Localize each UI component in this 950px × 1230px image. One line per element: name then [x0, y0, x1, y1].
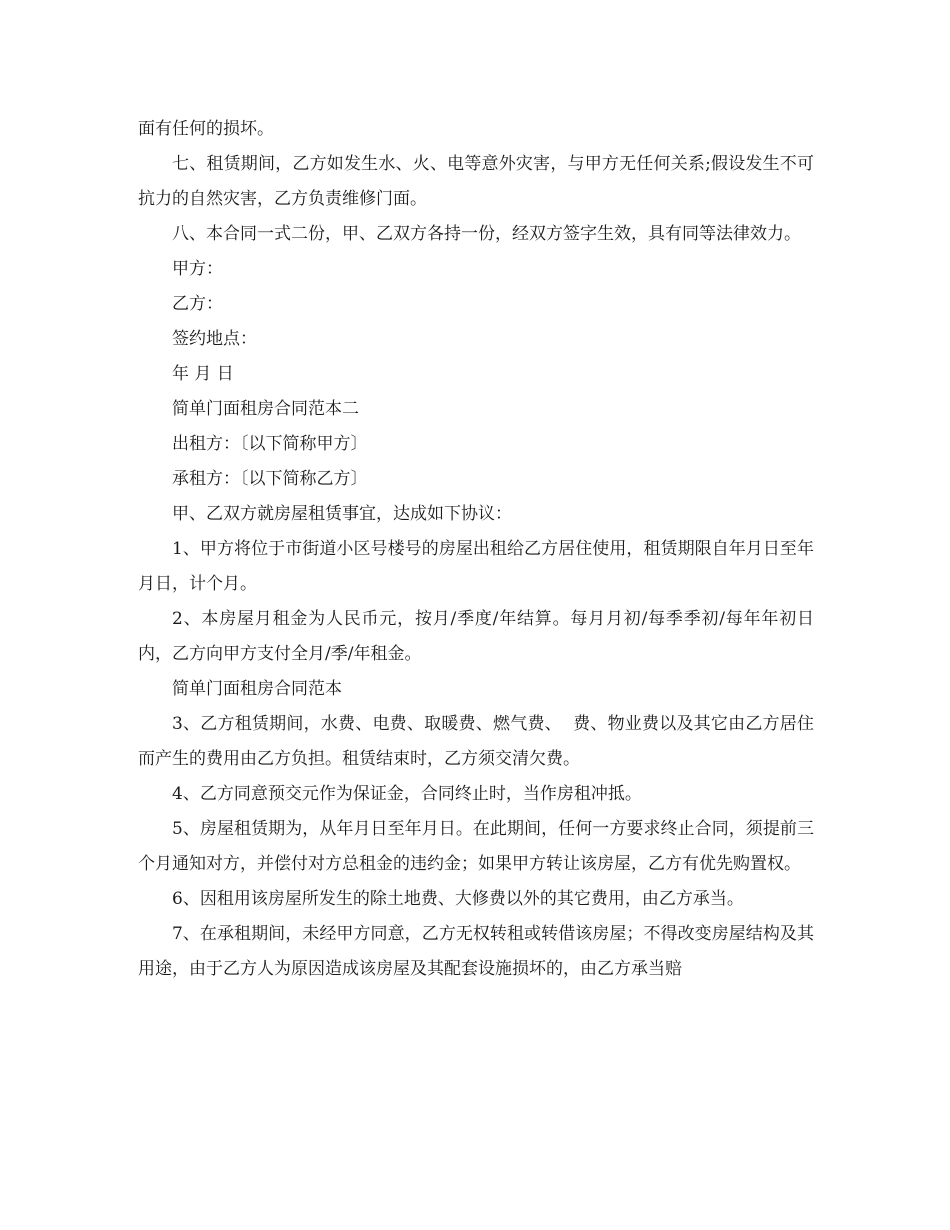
paragraph-continuation: 面有任何的损坏。	[138, 119, 274, 139]
clause-1: 1、甲方将位于市街道小区号楼号的房屋出租给乙方居住使用，租赁期限自年月日至年月日，计个月。	[138, 539, 814, 594]
clause-3: 3、乙方租赁期间，水费、电费、取暖费、燃气费、 费、物业费以及其它由乙方居住而产生的费用由乙方负担。租赁结束时，乙方须交清欠费。	[138, 714, 814, 769]
signing-location: 签约地点：	[172, 329, 257, 349]
lessee-line: 承租方：〔以下简称乙方〕	[172, 469, 368, 489]
clause-7: 7、在承租期间，未经甲方同意，乙方无权转租或转借该房屋；不得改变房屋结构及其用途，由于乙方人为原因造成该房屋及其配套设施损坏的，由乙方承当赔	[138, 924, 814, 979]
clause-4: 4、乙方同意预交元作为保证金，合同终止时，当作房租冲抵。	[172, 784, 642, 804]
clause-5: 5、房屋租赁期为，从年月日至年月日。在此期间，任何一方要求终止合同，须提前三个月通知对方，并偿付对方总租金的违约金；如果甲方转让该房屋，乙方有优先购置权。	[138, 819, 814, 874]
document-body	[138, 112, 814, 987]
clause-6: 6、因租用该房屋所发生的除土地费、大修费以外的其它费用，由乙方承当。	[172, 889, 744, 909]
clause-2: 2、本房屋月租金为人民币元，按月/季度/年结算。每月月初/每季季初/每年年初日内，乙方向甲方支付全月/季/年租金。	[138, 609, 814, 664]
signing-date: 年 月 日	[172, 364, 234, 384]
clause-eight: 八、本合同一式二份，甲、乙双方各持一份，经双方签字生效，具有同等法律效力。	[172, 224, 801, 244]
lessor-line: 出租方：〔以下简称甲方〕	[172, 434, 368, 454]
signature-party-a: 甲方：	[172, 259, 223, 279]
signature-party-b: 乙方：	[172, 294, 223, 314]
section-title-sample: 简单门面租房合同范本	[172, 679, 342, 699]
section-title-sample-two: 简单门面租房合同范本二	[172, 399, 359, 419]
clause-seven: 七、租赁期间，乙方如发生水、火、电等意外灾害，与甲方无任何关系;假设发生不可抗力的自然灾害，乙方负责维修门面。	[138, 154, 814, 209]
agreement-intro: 甲、乙双方就房屋租赁事宜，达成如下协议：	[172, 504, 512, 524]
